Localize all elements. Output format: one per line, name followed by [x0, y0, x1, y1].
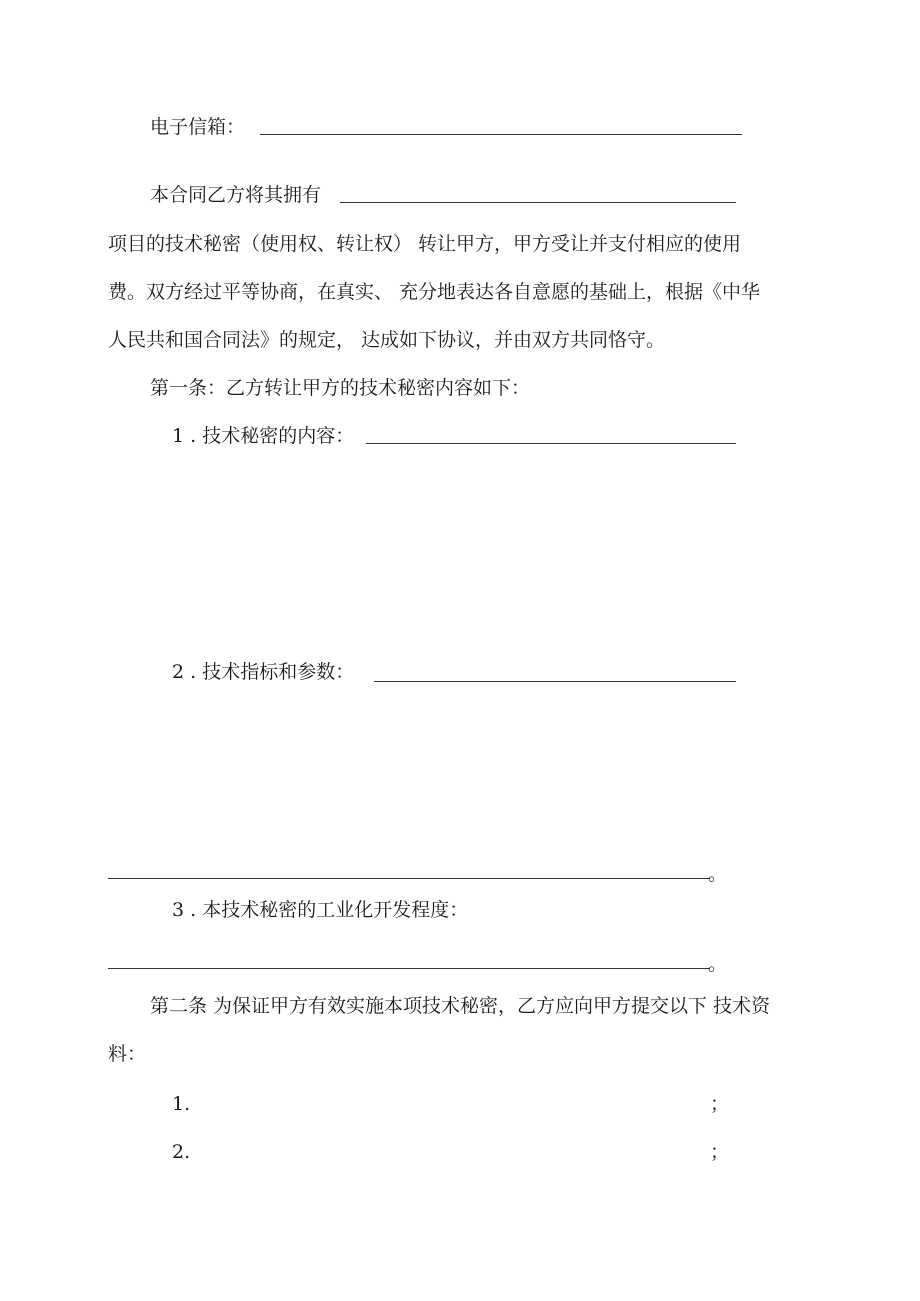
item2-period: 。 [708, 863, 728, 885]
item3-period: 。 [708, 953, 728, 975]
intro-line-1: 本合同乙方将其拥有 [150, 184, 322, 206]
article2-item-2-end: ； [710, 1141, 730, 1163]
article2-item-2-num: 2. [172, 1141, 191, 1163]
article1-item3-label: 3 . 本技术秘密的工业化开发程度： [172, 899, 469, 921]
article1-item2-label: 2 . 技术指标和参数： [172, 661, 355, 683]
tech-indicators-continuation-blank[interactable] [108, 877, 710, 879]
email-blank[interactable] [260, 133, 742, 135]
article1-title: 第一条：乙方转让甲方的技术秘密内容如下： [150, 377, 531, 399]
intro-line-2: 项目的技术秘密（使用权、转让权） 转让甲方，甲方受让并支付相应的使用 [108, 233, 742, 255]
secret-content-blank[interactable] [366, 442, 736, 444]
article2-line-2: 料： [108, 1043, 147, 1065]
tech-indicators-blank[interactable] [374, 680, 736, 682]
article2-item-1-num: 1. [172, 1093, 191, 1115]
article2-item-1-end: ； [710, 1093, 730, 1115]
email-label: 电子信箱： [150, 116, 246, 138]
industrialization-blank[interactable] [108, 967, 710, 969]
intro-line-4: 人民共和国合同法》的规定， 达成如下协议，并由双方共同恪守。 [108, 329, 666, 351]
article2-line-1: 第二条 为保证甲方有效实施本项技术秘密，乙方应向甲方提交以下 技术资 [150, 995, 771, 1017]
project-name-blank[interactable] [340, 201, 736, 203]
article1-item1-label: 1 . 技术秘密的内容： [172, 425, 355, 447]
intro-line-3: 费。双方经过平等协商，在真实、 充分地表达各自意愿的基础上，根据《中华 [108, 281, 761, 303]
